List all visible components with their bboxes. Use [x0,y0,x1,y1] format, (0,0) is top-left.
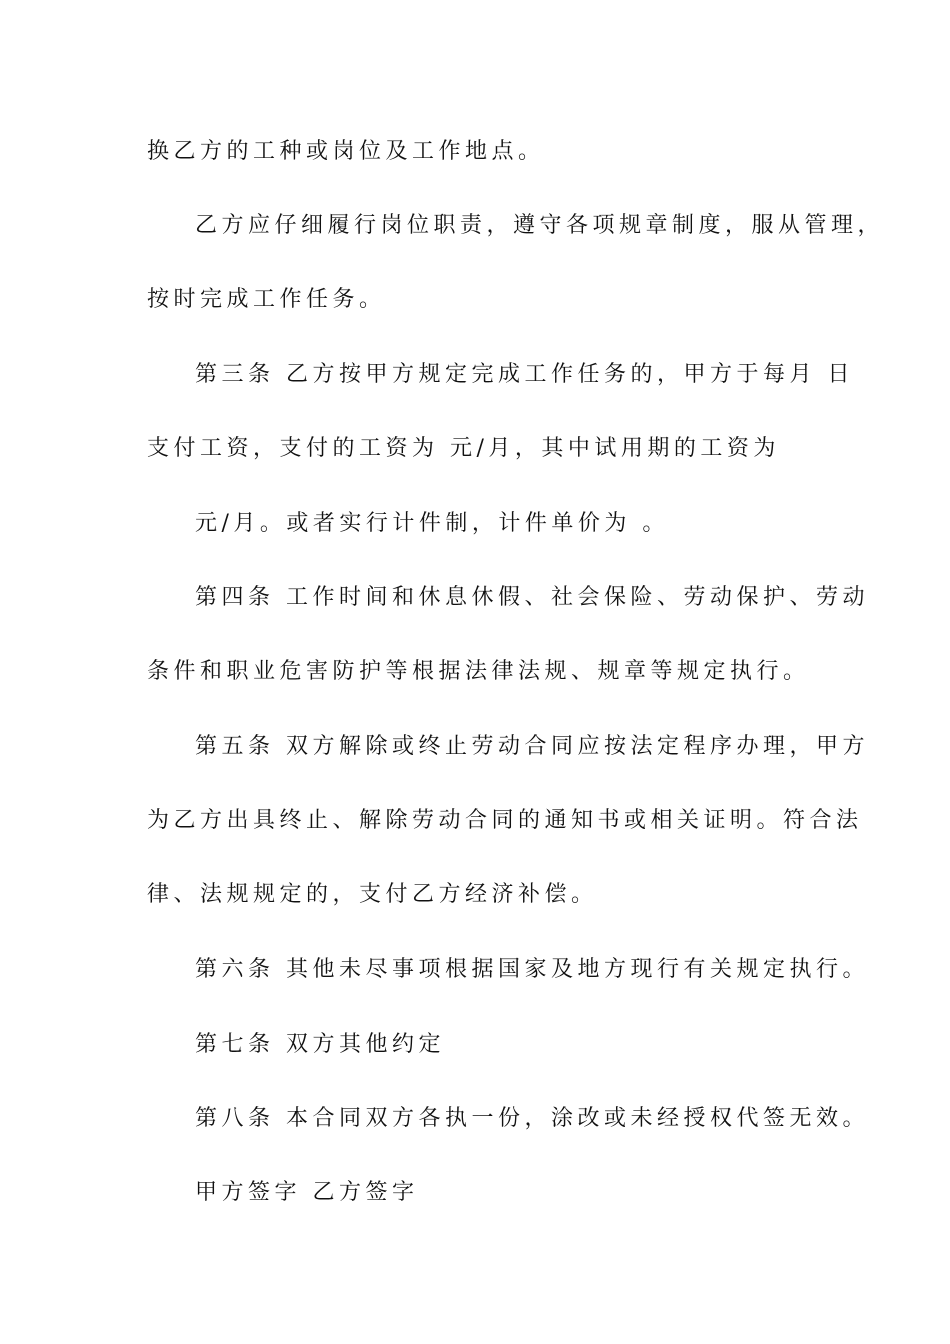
article-5-line-2: 为乙方出具终止、解除劳动合同的通知书或相关证明。符合法 [147,808,863,833]
article-4-line-1: 第四条 工作时间和休息休假、社会保险、劳动保护、劳动 [195,585,869,610]
article-6: 第六条 其他未尽事项根据国家及地方现行有关规定执行。 [195,957,869,982]
article-4-line-2: 条件和职业危害防护等根据法律法规、规章等规定执行。 [147,659,810,684]
article-7: 第七条 双方其他约定 [195,1032,445,1057]
article-5-line-1: 第五条 双方解除或终止劳动合同应按法定程序办理，甲方 [195,734,869,759]
article-3-line-1: 第三条 乙方按甲方规定完成工作任务的，甲方于每月 日 [195,362,854,387]
signature-line: 甲方签字 乙方签字 [195,1180,419,1205]
article-8: 第八条 本合同双方各执一份，涂改或未经授权代签无效。 [195,1106,869,1131]
text-line-1: 换乙方的工种或岗位及工作地点。 [147,139,545,164]
article-3-line-2: 支付工资，支付的工资为 元/月，其中试用期的工资为 [147,436,780,461]
article-3-line-3: 元/月。或者实行计件制，计件单价为 。 [195,511,669,536]
text-line-2: 乙方应仔细履行岗位职责，遵守各项规章制度，服从管理， [195,213,885,238]
text-line-3: 按时完成工作任务。 [147,287,386,312]
article-5-line-3: 律、法规规定的，支付乙方经济补偿。 [147,882,598,907]
